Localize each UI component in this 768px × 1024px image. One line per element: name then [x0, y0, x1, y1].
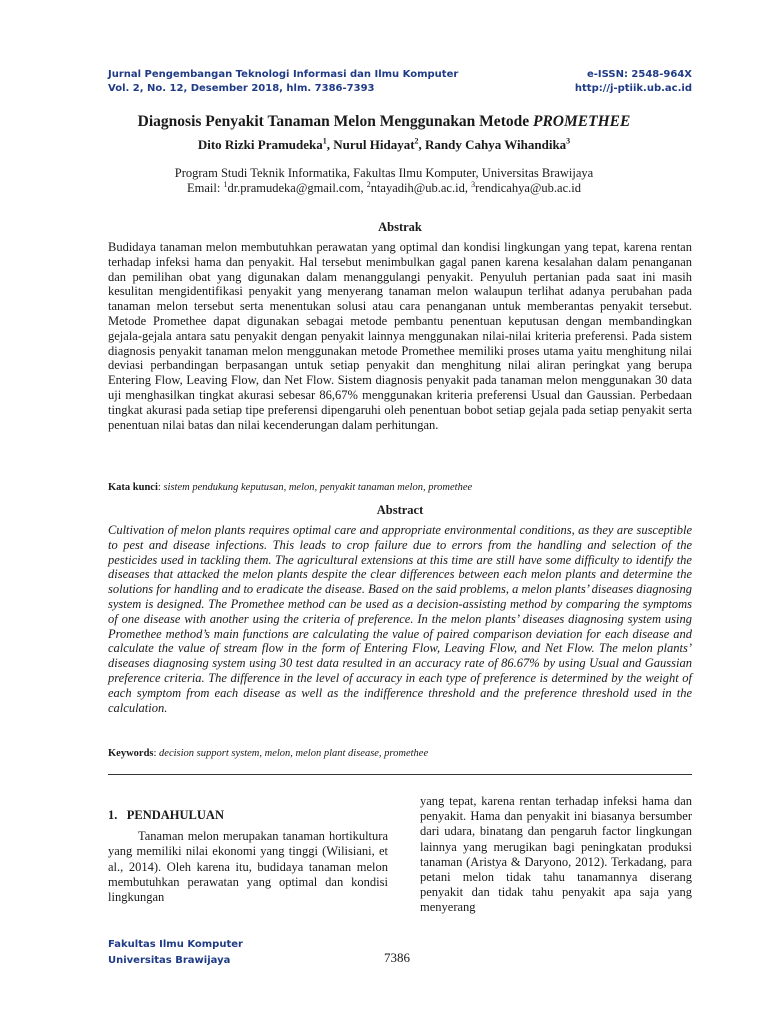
affiliation: Program Studi Teknik Informatika, Fakultas Ilmu Komputer, Universitas Brawijaya [174, 166, 594, 180]
email-3[interactable]: rendicahya@ub.ac.id [475, 181, 581, 195]
author-2: Nurul Hidayat [333, 137, 415, 152]
journal-name: Jurnal Pengembangan Teknologi Informasi dan Ilmu Komputer [108, 69, 459, 80]
footer [108, 937, 243, 969]
email-2-sup: 2 [366, 179, 371, 189]
eissn: e-ISSN: 2548-964X [586, 69, 692, 80]
body-left-column [108, 808, 388, 905]
email-line [60, 181, 708, 196]
body-left-text: Tanaman melon merupakan tanaman hortikultura yang memiliki nilai ekonomi yang tinggi (Wilisiani, et al., 2014). Oleh karena itu, budidaya tanaman melon membutuhkan perawatan yang optimal dan kondisi lingkungan [108, 829, 388, 905]
keywords-label: Keywords [108, 748, 154, 759]
affiliation-block [60, 166, 708, 196]
abstrak-text: Budidaya tanaman melon membutuhkan perawatan yang optimal dan kondisi lingkungan yang tepat, karena rentan terhadap infeksi hama dan penyakit. Hal tersebut menimbulkan gagal panen karena kesalahan dalam penanganan dan pemilihan obat yang digunakan dalam menanggulangi penyakit. Penyuluh pertanian pada saat ini masih kesulitan mengidentifikasi penyakit yang menyerang tanaman melon walaupun terlihat adanya perubahan pada tanaman melon tersebut serta menentukan solusi atau cara penanganan untuk memberantas penyakit tersebut. Metode Promethee dapat digunakan sebagai metode pembantu penentuan keputusan dengan membandingkan gejala-gejala antara satu penyakit dengan penyakit lainnya menggunakan nilai-nilai kriteria preferensi. Pada sistem diagnosis penyakit tanaman melon menggunakan metode Promethee memiliki proses utama yaitu menghitung nilai deviasi perbandingan berpasangan untuk setiap penyakit dan menghitung nilai aliran peringkat yang berupa Entering Flow, Leaving Flow, dan Net Flow. Sistem diagnosis penyakit pada tanaman melon menggunakan 30 data uji menghasilkan tingkat akurasi sebesar 86,67% menggunakan kriteria preferensi Usual dan Gaussian. Perbedaan tingkat akurasi pada setiap tipe preferensi dipengaruhi oleh penentuan bobot setiap gejala pada setiap penyakit serta penentuan nilai batas dan nilai kecenderungan dalam perhitungan. [108, 240, 692, 432]
footer-faculty: Fakultas Ilmu Komputer [108, 939, 243, 950]
abstract-text: Cultivation of melon plants requires optimal care and appropriate environmental conditions, as they are susceptible to pest and disease infections. This leads to crop failure due to errors from the handling and selection of the pesticides used in tackling them. The agricultural extensions at this time are still have some difficulty to identify the diseases that attacked the melon plants despite the clear differences between each melon plants and determine the solutions for handling and to eradicate the disease. Based on the said problems, a melon plants’ diseases diagnosing system is designed. The Promethee method can be used as a decision-assisting method by comparing the symptoms of one disease with another using the criteria of preference. In the melon plants’ diseases diagnosing system using Promethee method’s main functions are calculating the value of paired comparison deviation for each disease and calculate the value of stream flow in the form of Entering Flow, Leaving Flow, and Net Flow. The melon plants’ diseases diagnosing system using 30 test data resulted in an accuracy rate of 86.67% by using Usual and Gaussian preference criteria. The difference in the level of accuracy in each type of preference is determined by the weight of each symptom from each disease as well as the indifference threshold and the preference threshold used in the calculation. [108, 523, 692, 715]
section-heading-pendahuluan: 1. PENDAHULUAN [108, 808, 224, 822]
email-1[interactable]: dr.pramudeka@gmail.com, [227, 181, 367, 195]
author-3-sup: 3 [566, 136, 571, 146]
kata-kunci-values: sistem pendukung keputusan, melon, penyakit tanaman melon, promethee [163, 482, 473, 493]
abstrak-heading: Abstrak [378, 220, 422, 234]
footer-university: Universitas Brawijaya [108, 955, 231, 966]
email-1-sup: 1 [223, 179, 228, 189]
title-italic: PROMETHEE [532, 113, 631, 130]
abstract-heading: Abstract [376, 503, 424, 517]
kata-kunci: Kata kunci: sistem pendukung keputusan, melon, penyakit tanaman melon, promethee [108, 482, 473, 493]
author-2-sup: 2 [414, 136, 419, 146]
journal-header [108, 68, 692, 96]
volume-info: Vol. 2, No. 12, Desember 2018, hlm. 7386-7393 [108, 83, 375, 94]
keywords: Keywords: decision support system, melon, melon plant disease, promethee [108, 748, 429, 759]
keywords-values: decision support system, melon, melon plant disease, promethee [159, 748, 429, 759]
journal-url[interactable]: http://j-ptiik.ub.ac.id [574, 83, 692, 94]
author-list: Dito Rizki Pramudeka$^1$, Nurul Hidayat$^2$, Randy Cahya Wihandika$^3$ [197, 136, 571, 152]
email-2[interactable]: ntayadih@ub.ac.id, [370, 181, 472, 195]
body-right-text: yang tepat, karena rentan terhadap infeksi hama dan penyakit. Hama dan penyakit ini biasanya bersumber dari udara, binatang dan pengaruh factor lingkungan lainnya yang merugikan bagi peningkatan produksi tanaman (Aristya & Daryono, 2012). Terkadang, para petani melon tidak tahu tanamannya diserang penyakit dan tidak tahu penyakit apa saja yang menyerang [420, 794, 692, 915]
title-main: Diagnosis Penyakit Tanaman Melon Menggunakan Metode [137, 113, 533, 130]
author-1-sup: 1 [322, 136, 327, 146]
kata-kunci-label: Kata kunci [108, 482, 158, 493]
email-3-sup: 3 [471, 179, 476, 189]
paper-title [60, 113, 708, 131]
body-right-column [420, 794, 692, 916]
email-label: Email: [186, 181, 224, 195]
author-1: Dito Rizki Pramudeka [197, 137, 323, 152]
section-divider [108, 774, 692, 775]
page-number: 7386 [384, 950, 410, 965]
author-3: Randy Cahya Wihandika [425, 137, 567, 152]
